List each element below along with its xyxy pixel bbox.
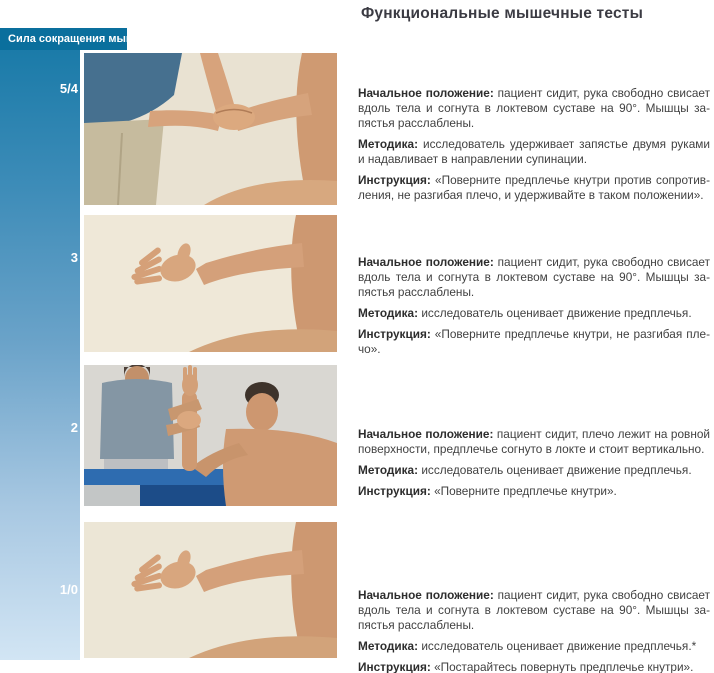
start-position-paragraph bbox=[358, 427, 710, 457]
start-position-text: пациент сидит, рука свободно свисает вдоль тела и согнута в локтевом суставе на 90°. Мышцы запястья расслаблены. bbox=[358, 255, 710, 299]
instruction-paragraph bbox=[358, 173, 710, 203]
photo-test-2 bbox=[84, 365, 337, 506]
instruction-text: «Постарайтесь повернуть предплечье кнутри». bbox=[434, 660, 694, 673]
instruction-text: «Поверните предплечье кнутри, не разгибая плечо». bbox=[358, 327, 711, 356]
method-paragraph bbox=[358, 639, 710, 654]
instruction-paragraph bbox=[358, 327, 710, 357]
method-paragraph bbox=[358, 137, 710, 167]
instruction-label: Инструкция: bbox=[358, 173, 431, 187]
method-paragraph bbox=[358, 306, 710, 321]
examiner-pants bbox=[84, 119, 164, 205]
start-position-label: Начальное положение: bbox=[358, 255, 494, 269]
photo-test-5-4-illustration bbox=[84, 53, 337, 205]
hands-grip bbox=[213, 104, 255, 130]
method-text: исследователь оценивает движение предплечья. bbox=[421, 306, 692, 320]
start-position-label: Начальное положение: bbox=[358, 588, 494, 602]
page-title: Функциональные мышечные тесты bbox=[361, 5, 644, 22]
start-position-text: пациент сидит, рука свободно свисает вдоль тела и согнута в локтевом суставе на 90°. Мышцы запястья расслаблены. bbox=[358, 588, 710, 632]
method-text: исследователь оценивает движение предплечья. bbox=[421, 463, 692, 477]
start-position-paragraph bbox=[358, 588, 710, 633]
photo-test-5-4 bbox=[84, 53, 337, 205]
strength-scale-column bbox=[0, 28, 80, 660]
photo-test-3-illustration bbox=[84, 215, 337, 352]
test-description-3 bbox=[358, 255, 710, 363]
start-position-paragraph bbox=[358, 255, 710, 300]
photo-test-1-0-illustration bbox=[84, 522, 337, 658]
method-text: исследователь удерживает запястье двумя руками и надавливает в направлении супинации. bbox=[358, 137, 710, 166]
start-position-text: пациент сидит, плечо лежит на ровной поверхности, предплечье согнуто в локте и стоит вертикально. bbox=[358, 427, 710, 456]
instruction-paragraph bbox=[358, 660, 710, 673]
method-text: исследователь оценивает движение предплечья.* bbox=[421, 639, 697, 653]
instruction-label: Инструкция: bbox=[358, 327, 431, 341]
method-label: Методика: bbox=[358, 639, 419, 653]
start-position-text: пациент сидит, рука свободно свисает вдоль тела и согнута в локтевом суставе на 90°. Мышцы запястья расслаблены. bbox=[358, 86, 710, 130]
start-position-label: Начальное положение: bbox=[358, 427, 494, 441]
method-label: Методика: bbox=[358, 306, 419, 320]
grade-label-3: 3 bbox=[70, 250, 78, 265]
patient-head bbox=[246, 393, 278, 431]
start-position-paragraph bbox=[358, 86, 710, 131]
instruction-paragraph bbox=[358, 484, 710, 499]
patient-torso bbox=[223, 429, 337, 506]
method-label: Методика: bbox=[358, 463, 419, 477]
instruction-text: «Поверните предплечье кнутри против сопротивления, не разгибая плечо, и удерживайте в таком положении». bbox=[358, 173, 710, 202]
strength-scale-header: Сила сокращения мышц bbox=[0, 28, 127, 50]
photo-test-1-0 bbox=[84, 522, 337, 658]
method-paragraph bbox=[358, 463, 710, 478]
instruction-label: Инструкция: bbox=[358, 660, 431, 673]
method-label: Методика: bbox=[358, 137, 419, 151]
grade-label-2: 2 bbox=[70, 420, 78, 435]
instruction-text: «Поверните предплечье кнутри». bbox=[434, 484, 617, 498]
start-position-label: Начальное положение: bbox=[358, 86, 494, 100]
grade-label-5-4: 5/4 bbox=[59, 81, 78, 96]
photo-test-3 bbox=[84, 215, 337, 352]
test-description-5-4 bbox=[358, 86, 710, 209]
test-description-1-0 bbox=[358, 588, 710, 673]
instruction-label: Инструкция: bbox=[358, 484, 431, 498]
examiner-hand bbox=[177, 411, 201, 429]
photo-test-2-illustration bbox=[84, 365, 337, 506]
grade-label-1-0: 1/0 bbox=[59, 582, 78, 597]
examiner-shirt bbox=[100, 379, 174, 459]
test-description-2 bbox=[358, 427, 710, 505]
